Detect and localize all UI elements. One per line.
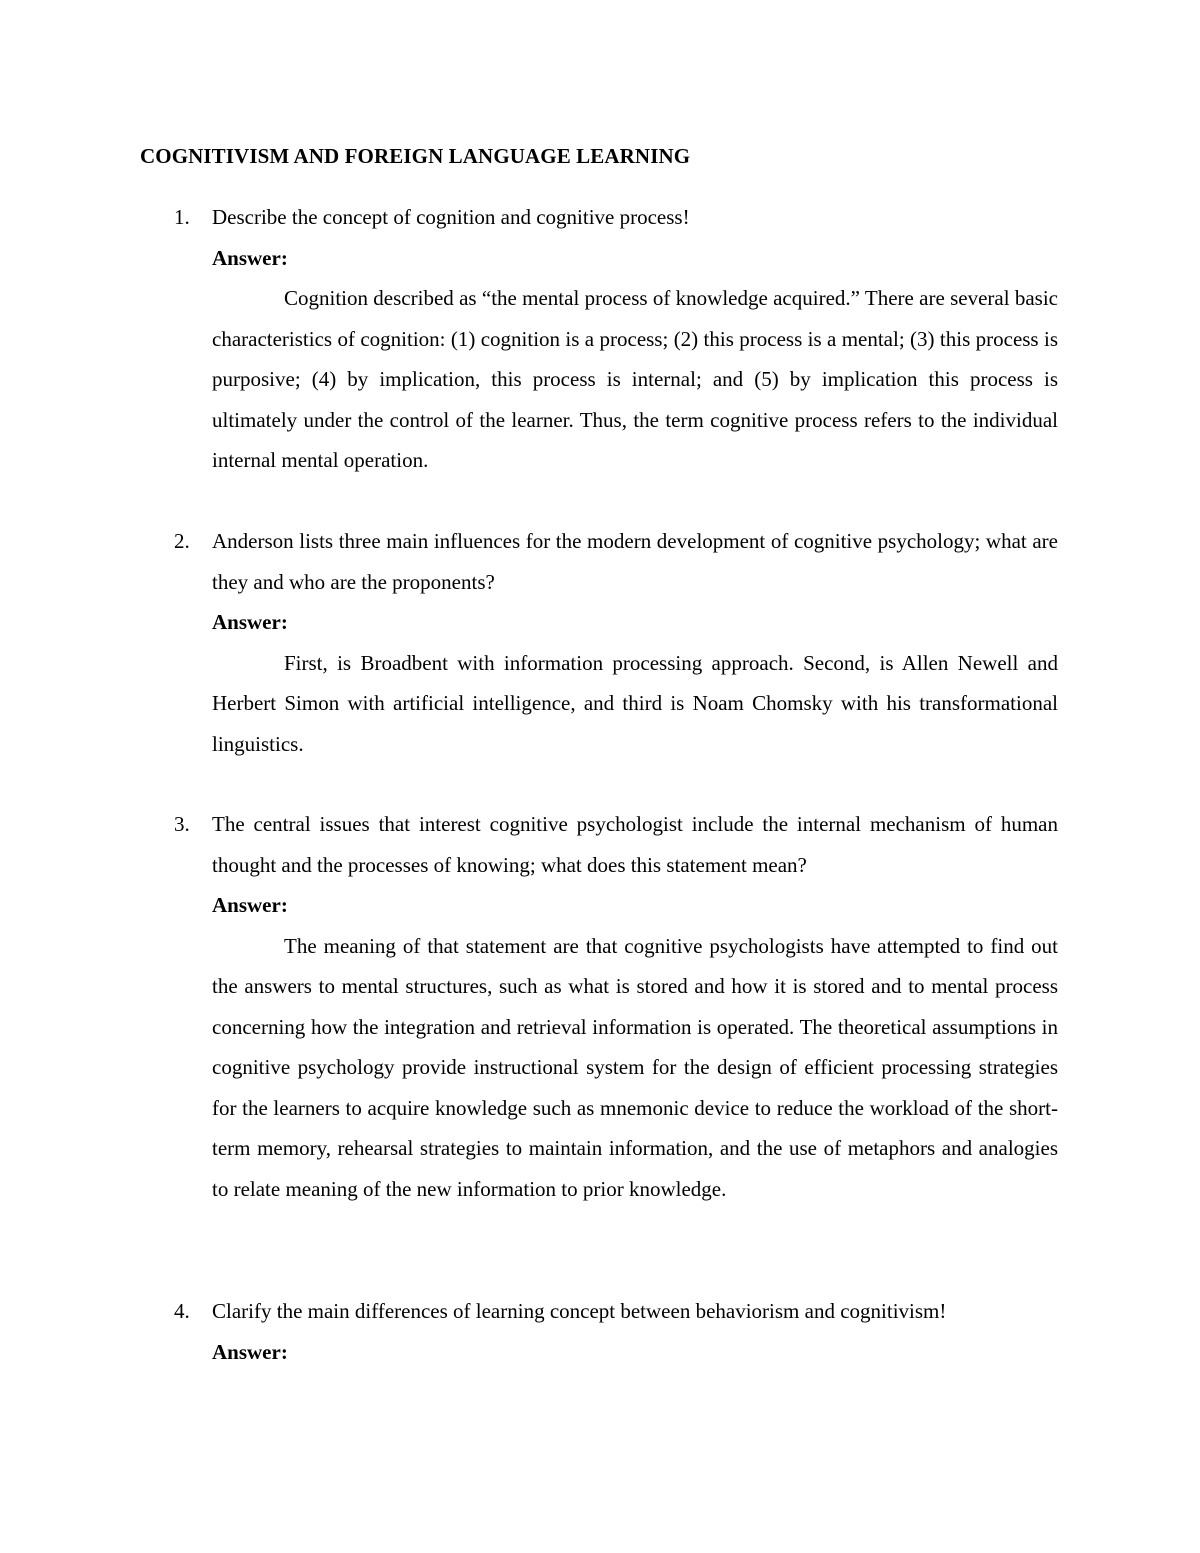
question-number: 3. [174,812,190,836]
question-number: 1. [174,205,190,229]
question-body [212,197,1058,481]
question-item [140,521,1058,764]
question-number: 2. [174,529,190,553]
question-text: Anderson lists three main influences for the modern development of cognitive psychology; what are they and who are the proponents? [212,529,1058,594]
answer-text: The meaning of that statement are that cognitive psychologists have attempted to find out the answers to mental structures, such as what is stored and how it is stored and to mental process concerning how the integration and retrieval information is operated. The theoretical assumptions in cognitive psychology provide instructional system for the design of efficient processing strategies for the learners to acquire knowledge such as mnemonic device to reduce the workload of the short-term memory, rehearsal strategies to maintain information, and the use of metaphors and analogies to relate meaning of the new information to prior knowledge. [212,933,1058,1201]
question-body [212,1291,1058,1372]
answer-label: Answer: [212,245,288,270]
question-body [212,521,1058,764]
answer-label: Answer: [212,610,288,634]
answer-text: First, is Broadbent with information processing approach. Second, is Allen Newell and Herbert Simon with artificial intelligence, and third is Noam Chomsky with his transformational linguistics. [212,650,1058,756]
answer-label: Answer: [212,1339,288,1364]
question-text: Describe the concept of cognition and cognitive process! [212,205,690,229]
document-title: COGNITIVISM AND FOREIGN LANGUAGE LEARNING [140,144,691,168]
question-text: Clarify the main differences of learning concept between behaviorism and cognitivism! [212,1299,947,1323]
question-text: The central issues that interest cognitive psychologist include the internal mechanism of human thought and the processes of knowing; what does this statement mean? [212,812,1058,877]
question-number: 4. [174,1299,190,1323]
question-item [140,1291,1058,1372]
answer-text: Cognition described as “the mental process of knowledge acquired.” There are several basic characteristics of cognition: (1) cognition is a process; (2) this process is a mental; (3) this process is purposive; (4) by implication, this process is internal; and (5) by implication this process is ultimately under the control of the learner. Thus, the term cognitive process refers to the individual internal mental operation. [212,286,1058,472]
question-item [140,804,1058,1209]
answer-label: Answer: [212,893,288,917]
question-item [140,197,1058,481]
question-body [212,804,1058,1209]
